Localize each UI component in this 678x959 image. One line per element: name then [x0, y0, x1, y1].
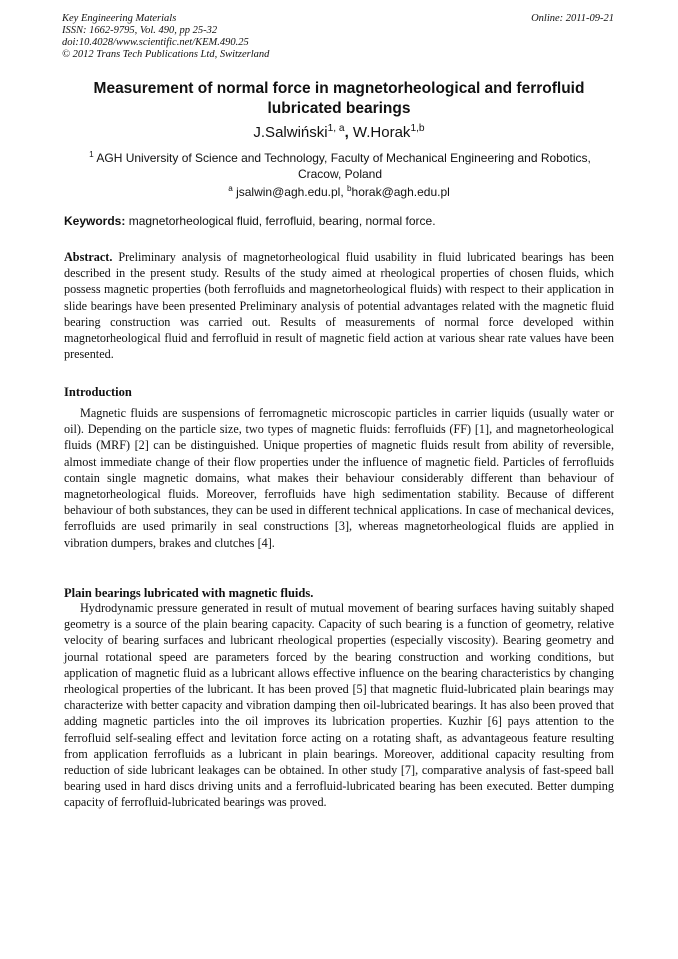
abstract-label: Abstract. — [64, 250, 113, 264]
paper-title: Measurement of normal force in magnetorheological and ferrofluid lubricated bearings — [93, 80, 585, 117]
abstract-text: Preliminary analysis of magnetorheological fluid usability in fluid lubricated bearings has been described in the present study. Results of the study aimed at rheological properties of chosen fluids, which possess magnetic properties (both ferrofluids and magnetorheological fluids) with respect to their application in slide bearings have been presented Preliminary analysis of potential advantages related with the magnetic fluid bearing construction was carried out. Results of measurements of normal force developed within magnetorheological fluid and ferrofluid in result of magnetic field action at various shear rate values have been presented. — [64, 250, 615, 362]
journal-header — [62, 13, 618, 61]
introduction-paragraph: Magnetic fluids are suspensions of ferromagnetic microscopic particles in carrier liquids (usually water or oil). Depending on the particle size, two types of magnetic fluids: ferrofluids (FF) [1], and magnetorheological fluids (MRF) [2] can be distinguished. Unique properties of magnetic fluids result from ability of reversible, almost immediate change of their flow properties under the influence of magnetic field. Particles of ferrofluids contain single magnetic domains, what makes their behaviour considerably different than behaviour of magnetorheological fluids. Moreover, ferrofluids have high sedimentation stability. Because of different behaviour of both substances, they can be used in different technical applications. In case of mechanical devices, ferrofluids are used primarily in seal constructions [3], whereas magnetorheological fluids are applied in vibration dumpers, brakes and clutches [4]. — [64, 406, 614, 550]
journal-issn: ISSN: 1662-9795, Vol. 490, pp 25-32 — [62, 25, 218, 36]
introduction-heading: Introduction — [64, 385, 132, 399]
author-2-affil: 1,b — [410, 123, 425, 134]
author-separator: , — [344, 124, 353, 141]
abstract — [64, 249, 614, 362]
author-line — [60, 123, 618, 143]
email-line — [60, 185, 618, 200]
keywords-label: Keywords: — [64, 214, 126, 228]
affiliation-marker: 1 — [89, 150, 94, 159]
email-b: horak@agh.edu.pl — [351, 185, 450, 199]
email-a: jsalwin@agh.edu.pl, — [236, 185, 347, 199]
journal-doi: doi:10.4028/www.scientific.net/KEM.490.25 — [62, 37, 249, 48]
journal-name: Key Engineering Materials — [62, 13, 177, 24]
author-2: W.Horak — [352, 124, 411, 141]
plain-bearings-paragraph: Hydrodynamic pressure generated in result of mutual movement of bearing surfaces having suitably shaped geometry is a source of the plain bearing capacity. Capacity of such bearing is a function of geometry, relative velocity of bearing surfaces and lubricant rheological properties (especially viscosity). Bearing geometry and journal rotational speed are parameters forced by the bearing construction and working conditions, but application of magnetic fluid as a lubricant allows effective influence on the bearing characteristics by changing rheological properties of the lubricant. It has been proved [5] that magnetic fluid-lubricated plain bearings may characterize with better capacity and vibration damping then oil-lubricated bearings. It has also been proved that adding magnetic particles into the oil improves its lubrication properties. Kuzhir [6] pays attention to the ferrofluid self-sealing effect and levitation force acting on a rotating shaft, as advantageous feature resulting from application ferrofluids as a lubricant in plain bearings. Moreover, additional capacity resulting from reduction of side lubricant leakages can be obtained. In other study [7], comparative analysis of fast-speed ball bearing used in hard discs driving units and a ferrofluid-lubricated bearing has been executed. Better dumping capacity of ferrofluid-lubricated bearings was proved. — [64, 601, 614, 810]
journal-copyright: © 2012 Trans Tech Publications Ltd, Switzerland — [62, 49, 270, 60]
affiliation-text: AGH University of Science and Technology, Faculty of Mechanical Engineering and Robotics, Cracow, Poland — [96, 151, 591, 181]
keywords — [64, 214, 616, 229]
author-1: J.Salwiński — [253, 124, 328, 141]
keywords-text: magnetorheological fluid, ferrofluid, bearing, normal force. — [128, 214, 436, 228]
plain-bearings-heading: Plain bearings lubricated with magnetic fluids. — [64, 586, 314, 600]
online-date: Online: 2011-09-21 — [531, 13, 614, 24]
author-1-affil: 1, a — [327, 123, 345, 134]
email-a-marker: a — [228, 184, 233, 193]
email-b-marker: b — [347, 184, 352, 193]
affiliation — [70, 151, 610, 182]
